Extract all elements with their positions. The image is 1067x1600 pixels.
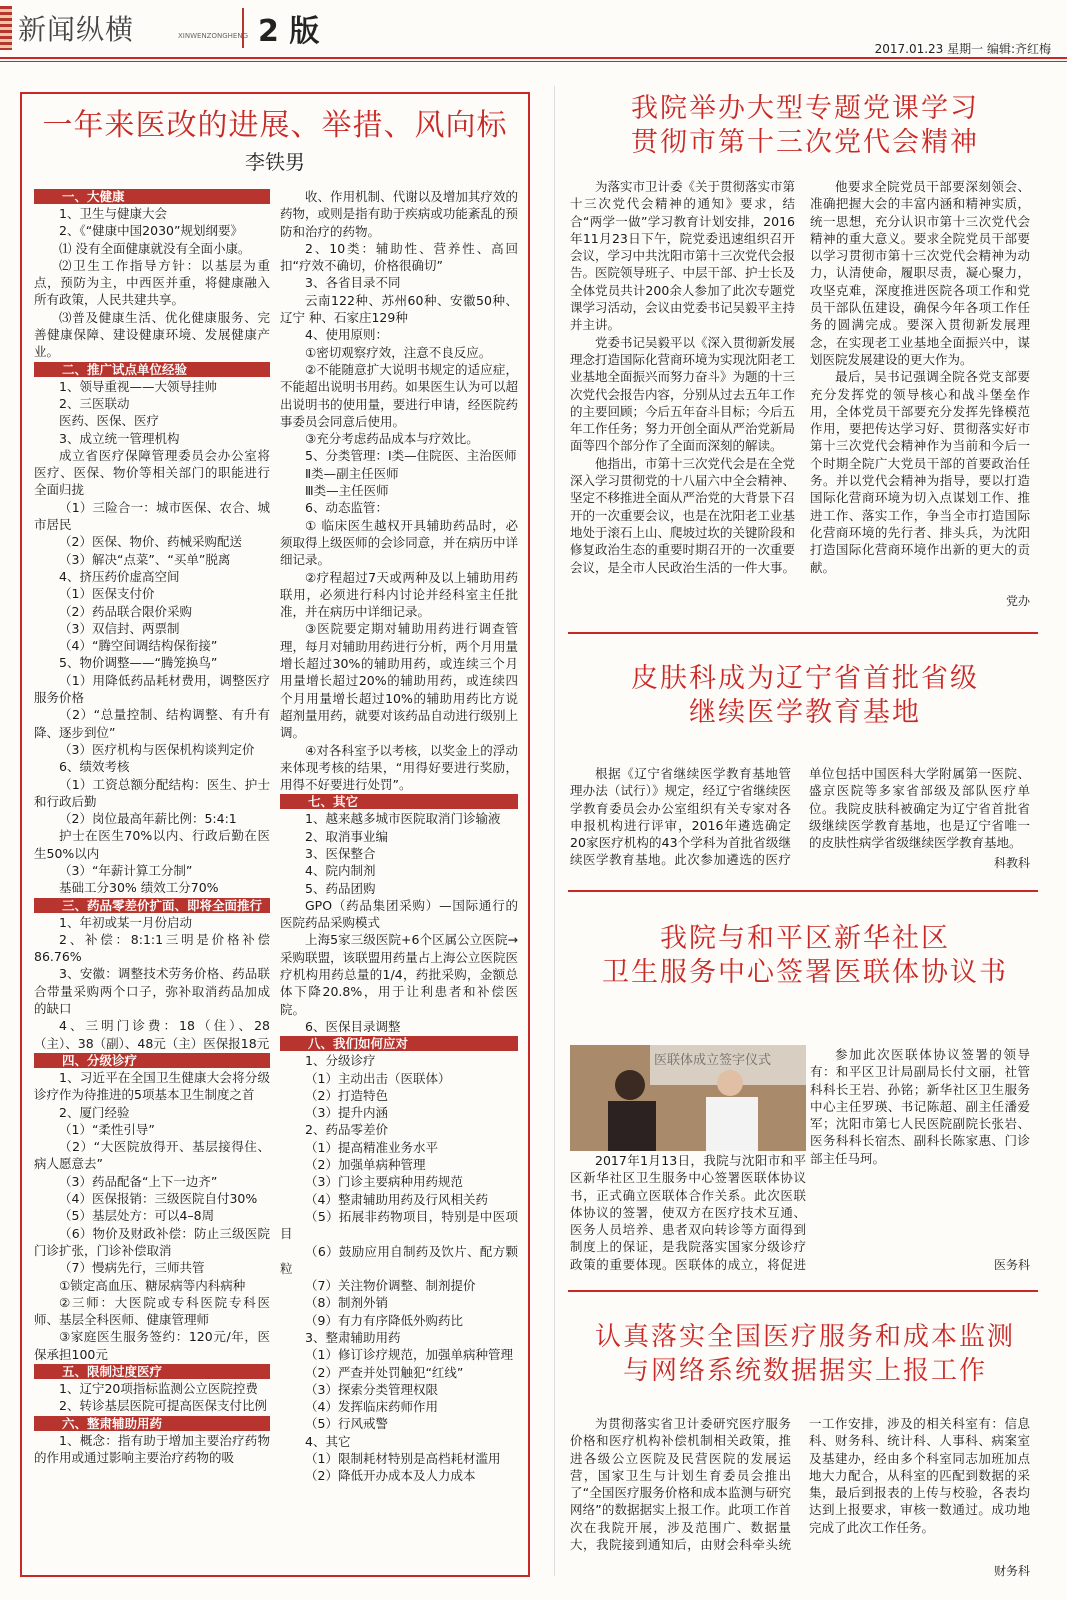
text-line: ④对各科室予以考核，以奖金上的浮动来体现考核的结果，“用得好要进行奖励，用得不好要进行处罚”。: [280, 742, 518, 793]
text-line: 2、药品零差价: [305, 1122, 388, 1138]
text-line: 护士在医生70%以内、行政后勤在医生50%以内: [34, 828, 270, 861]
text-line: （1）限制耗材特别是高档耗材滥用: [305, 1451, 501, 1467]
section-heading: 七、其它: [280, 794, 518, 809]
text-line: Ⅲ类—主任医师: [305, 483, 389, 499]
text-line: （1）主动出击（医联体）: [305, 1070, 451, 1086]
article4-paragraph: 为贯彻落实省卫计委研究医疗服务价格和医疗机构补偿机制相关政策，推进各级公立医院及民营医院的发展运营，国家卫生与计划生育委员会推出了“全国医疗服务价格和成本监测与研究网络”的数据据实上报工作。此项工作首次在我院开展，涉及范围广、数据量大，我院接到通知后，由财会科牵头统一工作安排，涉及的相关科室有：信息科、财务科、统计科、人事科、病案室及基建办，经由多个科室同志加班加点地大力配合，从科室的匹配到数据的采集，最后到报表的上传与校验，各表均达到上报要求，审核一数通过。成功地完成了此次工作任务。: [570, 1416, 1030, 1553]
article3-headline: [570, 922, 1040, 990]
text-line: 基础工分30% 绩效工分70%: [59, 880, 219, 896]
text-line: （1）“柔性引导”: [59, 1121, 155, 1137]
text-line: 2、厦门经验: [59, 1104, 130, 1120]
text-line: 4、挤压药价虚高空间: [59, 568, 180, 584]
issue-date: 2017.01.23 星期一: [874, 42, 984, 56]
masthead-decoration: [0, 6, 12, 50]
text-line: （3）医疗机构与医保机构谈判定价: [59, 741, 255, 757]
text-line: （3）探索分类管理权限: [305, 1381, 438, 1397]
text-line: 1、年初或某一月份启动: [59, 914, 192, 930]
article1-title-line2: 贯彻市第十三次党代会精神: [631, 127, 979, 158]
article4-byline: 财务科: [993, 1564, 1030, 1578]
text-line: （1）工资总额分配结构：医生、护士和行政后勤: [34, 776, 270, 809]
text-line: 收、作用机制、代谢以及增加其疗效的药物，或则是指有助于疾病或功能紊乱的预防和治疗的药物。: [280, 189, 518, 239]
divider: [568, 1290, 1038, 1292]
text-line: （2）降低开办成本及人力成本: [305, 1468, 476, 1484]
text-line: （1）修订诊疗规范，加强单病种管理: [305, 1347, 513, 1363]
section-heading: 三、药品零差价扩面、即将全面推行: [34, 898, 270, 913]
text-line: （1）提高精准业务水平: [305, 1139, 438, 1155]
divider: [568, 632, 1038, 634]
article2-paragraph: 根据《辽宁省继续医学教育基地管理办法（试行）》规定，经辽宁省继续医学教育委员会办公室组织有关专家对各申报机构进行评审，2016年遴选确定20家医疗机构的43个学科为首批省级继续医学教育基地。此次参加遴选的医疗单位包括中国医科大学附属第一医院、盛京医院等多家省部级及部队医疗单位。我院皮肤科被确定为辽宁省首批省级继续医学教育基地，也是辽宁省唯一的皮肤性病学省级继续医学教育基地。: [570, 766, 1030, 868]
article2-title-line1: 皮肤科成为辽宁省首批省级: [631, 663, 979, 694]
text-line: 1、卫生与健康大会: [59, 206, 167, 221]
text-line: （1）医保支付价: [59, 586, 155, 602]
text-line: （4）发挥临床药师作用: [305, 1399, 438, 1415]
text-line: ⑴ 没有全面健康就没有全面小康。: [59, 240, 251, 256]
article3-title-line2: 卫生服务中心签署医联体协议书: [602, 957, 1008, 988]
article3-title-line1: 我院与和平区新华社区: [660, 923, 950, 954]
right-column-rule: [554, 86, 555, 1576]
article1-paragraph: 他要求全院党员干部要深刻领会、准确把握大会的丰富内涵和精神实质，统一思想，充分认识市第十三次党代会精神的重大意义。要求全院党员干部要以学习贯彻市第十三次党代会精神为动力，认清使命，履职尽责，凝心聚力，攻坚克难，深度推进医院各项工作和党员干部队伍建设，确保今年各项工作任务的圆满完成。要深入贯彻新发展理念，在实现老工业基地全面振兴中，谋划医院发展建设的更大作为。: [810, 179, 1030, 367]
text-line: 医药、医保、医疗: [59, 413, 160, 429]
text-line: 4、院内制剂: [305, 863, 376, 879]
text-line: 1、领导重视——大领导挂帅: [59, 378, 217, 394]
article3-col1: [570, 1152, 806, 1272]
text-line: ①密切观察疗效，注意不良反应。: [305, 344, 492, 360]
article1-headline: [570, 92, 1040, 160]
text-line: 4、使用原则：: [305, 327, 388, 343]
text-line: 2、补偿：8:1:1三明是价格补偿86.76%: [34, 931, 270, 965]
text-line: 2、《“健康中国2030”规划纲要》: [59, 223, 243, 239]
article1-title-line1: 我院举办大型专题党课学习: [631, 93, 979, 124]
text-line: （5）拓展非药物项目，特别是中医项目: [280, 1208, 518, 1242]
text-line: 1、越来越多城市医院取消门诊输液: [305, 811, 501, 827]
left-article-column-1: [34, 188, 270, 1573]
article4-headline: [560, 1320, 1050, 1388]
section-heading: 六、整肃辅助用药: [34, 1416, 270, 1431]
text-line: ②不能随意扩大说明书规定的适应症，不能超出说明书用药。如果医生认为可以超出说明书的使用量，要进行申请，经医院药事委员会同意后使用。: [280, 361, 518, 429]
article4-body: [570, 1415, 1030, 1555]
text-line: 成立省医疗保障管理委员会办公室将医疗、医保、物价等相关部门的职能进行全面归拢: [34, 447, 270, 498]
text-line: 4、三明门诊费：18（住）、28（主）、38（副）、48元（主）医保报18元: [34, 1018, 270, 1051]
text-line: ⑵卫生工作指导方针：以基层为重点，预防为主，中西医并重，将健康融入所有政策，人民共建共享。: [34, 257, 270, 308]
text-line: 2、转诊基层医院可提高医保支付比例: [59, 1398, 267, 1414]
text-line: （2）“大医院放得开、基层接得住、病人愿意去”: [34, 1139, 270, 1172]
article4-title-line2: 与网络系统数据据实上报工作: [622, 1356, 987, 1386]
text-line: （3）双信封、两票制: [59, 620, 180, 636]
text-line: （4）整肃辅助用药及行风相关药: [305, 1191, 488, 1207]
text-line: 3、整肃辅助用药: [305, 1330, 401, 1345]
text-line: 2、10类：辅助性、营养性、高回扣“疗效不确切，价格很确切”: [280, 240, 518, 274]
section-heading: 八、我们如何应对: [280, 1036, 518, 1051]
editor: 编辑:齐红梅: [986, 42, 1051, 56]
text-line: 3、医保整合: [305, 845, 376, 861]
text-line: ① 临床医生越权开具辅助药品时，必须取得上级医师的会诊同意，并在病历中详细记录。: [280, 517, 518, 568]
text-line: 上海5家三级医院+6个区属公立医院→采购联盟，该联盟用药量占上海公立医院医疗机构用药总量的1/4，药批采购，金额总体下降20.8%，用于让利患者和补偿医院。: [280, 932, 518, 1017]
left-article-title: 一年来医改的进展、举措、风向标: [42, 108, 508, 143]
text-line: ②疗程超过7天或两种及以上辅助用药联用，必须进行科内讨论并经科室主任批准，并在病历中详细记录。: [280, 569, 518, 620]
text-line: GPO（药品集团采购）—国际通行的医院药品采购模式: [280, 897, 518, 931]
section-heading: 一、大健康: [34, 189, 270, 204]
text-line: （3）提升内涵: [305, 1105, 388, 1121]
text-line: （2）岗位最高年薪比例：5:4:1: [59, 811, 237, 827]
left-article-author: 李铁男: [245, 150, 305, 174]
text-line: 3、成立统一管理机构: [59, 430, 180, 446]
article2-byline: 科教科: [993, 856, 1030, 870]
text-line: 1、习近平在全国卫生健康大会将分级诊疗作为待推进的5项基本卫生制度之首: [34, 1069, 270, 1103]
text-line: 2、取消事业编: [305, 828, 388, 844]
text-line: （3）门诊主要病种用药规范: [305, 1174, 463, 1190]
text-line: 6、绩效考核: [59, 759, 130, 775]
section-heading: 五、限制过度医疗: [34, 1364, 270, 1379]
page-number: 2 版: [258, 14, 320, 49]
text-line: 3、各省目录不同: [305, 275, 401, 291]
text-line: （3）“年薪计算工分制”: [59, 862, 193, 878]
text-line: Ⅱ类—副主任医师: [305, 465, 399, 481]
text-line: 云南122种、苏州60种、安徽50种、辽宁 种、石家庄129种: [280, 292, 518, 326]
article1-paragraph: 为落实市卫计委《关于贯彻落实市第十三次党代会精神的通知》要求，结合“两学一做”学习教育计划安排，2016年11月23日下午，院党委迅速组织召开会议，学习中共沈阳市第十三次党代会报告。医院领导班子、中层干部、护士长及全体党员共计200余人参加了此次专题党课学习活动，会议由党委书记吴毅平主持并主讲。: [570, 179, 795, 333]
header-rule: [0, 57, 1067, 59]
text-line: （6）鼓励应用自制药及饮片、配方颗粒: [280, 1243, 518, 1276]
text-line: （2）打造特色: [305, 1087, 388, 1103]
text-line: （7）关注物价调整、制剂提价: [305, 1278, 476, 1294]
text-line: 5、分类管理：Ⅰ类—住院医、主治医师: [305, 448, 517, 464]
article2-headline: [570, 662, 1040, 730]
text-line: ③充分考虑药品成本与疗效比。: [305, 431, 479, 447]
text-line: 3、安徽：调整技术劳务价格、药品联合带量采购两个口子，弥补取消药品加成的缺口: [34, 966, 270, 1017]
text-line: 1、分级诊疗: [305, 1053, 376, 1069]
article1-paragraph: 党委书记吴毅平以《深入贯彻新发展理念打造国际化营商环境为实现沈阳老工业基地全面振兴而努力奋斗》为题的十三次党代会报告内容，分别从过去五年工作的主要回顾；今后五年奋斗目标；今后五年工作任务；努力开创全面从严治党新局面等四个部分作了全面而深刻的解读。: [570, 334, 795, 454]
text-line: 6、医保目录调整: [305, 1018, 401, 1034]
text-line: （1）用降低药品耗材费用，调整医疗服务价格: [34, 672, 270, 706]
text-line: （6）物价及财政补偿：防止三级医院门诊扩张，门诊补偿取消: [34, 1225, 270, 1258]
text-line: （2）医保、物价、药械采购配送: [59, 534, 242, 550]
article1-byline: 党办: [1005, 594, 1030, 608]
article3-paragraph: 2017年1月13日，我院与沈阳市和平区新华社区卫生服务中心签署医联体协议书，正式确立医联体合作关系。此次医联体协议的签署，使双方在医疗技术互通、医务人员培养、患者双向转诊等方面得到制度上的保证，是我院落实国家分级诊疗政策的重要体现。医联体的成立，将促进: [570, 1153, 806, 1272]
text-line: 1、概念：指有助于增加主要治疗药物的作用或通过影响主要治疗药物的吸: [34, 1432, 270, 1465]
text-line: （7）慢病先行，三师共管: [59, 1260, 205, 1276]
text-line: （2）“总量控制、结构调整、有升有降、逐步到位”: [34, 707, 270, 740]
section-pinyin: XINWENZONGHENG: [178, 32, 248, 40]
section-title: 新闻纵横: [18, 13, 135, 46]
left-article-column-2: [280, 188, 518, 1573]
text-line: ①锁定高血压、糖尿病等内科病种: [59, 1277, 246, 1293]
text-line: （4）医保报销：三级医院自付30%: [59, 1191, 258, 1207]
text-line: （2）药品联合限价采购: [59, 603, 192, 619]
text-line: （9）有力有序降低外购药比: [305, 1312, 463, 1328]
article3-col2: [810, 1046, 1030, 1276]
text-line: ⑶普及健康生活、优化健康服务、完善健康保障、建设健康环境、发展健康产业。: [34, 309, 270, 360]
text-line: （3）药品配备“上下一边齐”: [59, 1173, 218, 1189]
text-line: 2、三医联动: [59, 395, 130, 411]
text-line: ③医院要定期对辅助用药进行调查管理，每月对辅助用药进行分析，两个月用量增长超过30%的辅助用药，或连续三个月用量增长超过20%的辅助用药，或连续四个月用量增长超过10%的辅助用药比方说超剂量用药，就要对该药品自动进行级别上调。: [280, 621, 518, 741]
article4-title-line1: 认真落实全国医疗服务和成本监测: [594, 1322, 1015, 1352]
article1-col1: [570, 178, 795, 610]
text-line: 5、物价调整——“腾笼换鸟”: [59, 655, 218, 671]
article3-paragraph: 参加此次医联体协议签署的领导有：和平区卫计局副局长付文丽，社管科科长王岩、孙铭；新华社区卫生服务中心主任罗瑛、书记陈超、副主任潘爱军；沈阳市第七人民医院副院长张岩、医务科科长宿杰、副科长陈家惠、门诊部主任马珂。: [810, 1047, 1030, 1166]
article1-paragraph: 最后，吴书记强调全院各党支部要充分发挥党的领导核心和战斗堡垒作用，全体党员干部要充分发挥先锋模范作用，要把传达学习好、贯彻落实好市第十三次党代会精神作为当前和今后一个时期全院广大党员干部的首要政治任务。并以党代会精神为指导，要以打造国际化营商环境为切入点谋划工作、推进工作、落实工作，争当全市打造国际化营商环境的先行者、排头兵，为沈阳打造国际化营商环境作出新的更大的贡献。: [810, 369, 1030, 575]
text-line: 6、动态监管：: [305, 500, 388, 516]
section-heading: 二、推广试点单位经验: [34, 362, 270, 377]
article2-title-line2: 继续医学教育基地: [689, 697, 921, 728]
text-line: 5、药品团购: [305, 880, 376, 896]
text-line: （8）制剂外销: [305, 1295, 388, 1311]
photo-backdrop-text: 医联体成立签字仪式: [654, 1053, 772, 1068]
divider: [568, 890, 1038, 892]
text-line: ③家庭医生服务签约：120元/年，医保承担100元: [34, 1329, 270, 1362]
issue-info: [875, 40, 1051, 57]
text-line: （2）严查并处罚触犯“红线”: [305, 1364, 464, 1380]
article1-paragraph: 他指出，市第十三次党代会是在全党深入学习贯彻党的十八届六中全会精神、坚定不移推进全面从严治党的大背景下召开的一次重要会议，也是在沈阳老工业基地处于滚石上山、爬坡过坎的关键阶段和修复政治生态的重要时期召开的一次重要会议，是全市人民政治生活的一件大事。: [570, 455, 795, 575]
section-heading: 四、分级诊疗: [34, 1053, 270, 1068]
text-line: （2）加强单病种管理: [305, 1157, 426, 1173]
text-line: 1、辽宁20项指标监测公立医院控费: [59, 1381, 258, 1396]
text-line: ②三师：大医院或专科医院专科医师、基层全科医师、健康管理师: [34, 1294, 270, 1328]
text-line: （3）解决“点菜”、“买单”脱离: [59, 551, 231, 567]
article3-byline: 医务科: [993, 1258, 1030, 1272]
text-line: （4）“腾空间调结构保衔接”: [59, 638, 218, 654]
signing-ceremony-photo: [570, 1045, 806, 1151]
text-line: 4、其它: [305, 1433, 351, 1449]
text-line: （5）行风戒警: [305, 1416, 388, 1432]
article1-col2: [810, 178, 1030, 578]
text-line: （1）三险合一：城市医保、农合、城市居民: [34, 499, 270, 533]
text-line: （5）基层处方：可以4–8周: [59, 1208, 215, 1224]
header-rule-thin: [0, 61, 1067, 62]
